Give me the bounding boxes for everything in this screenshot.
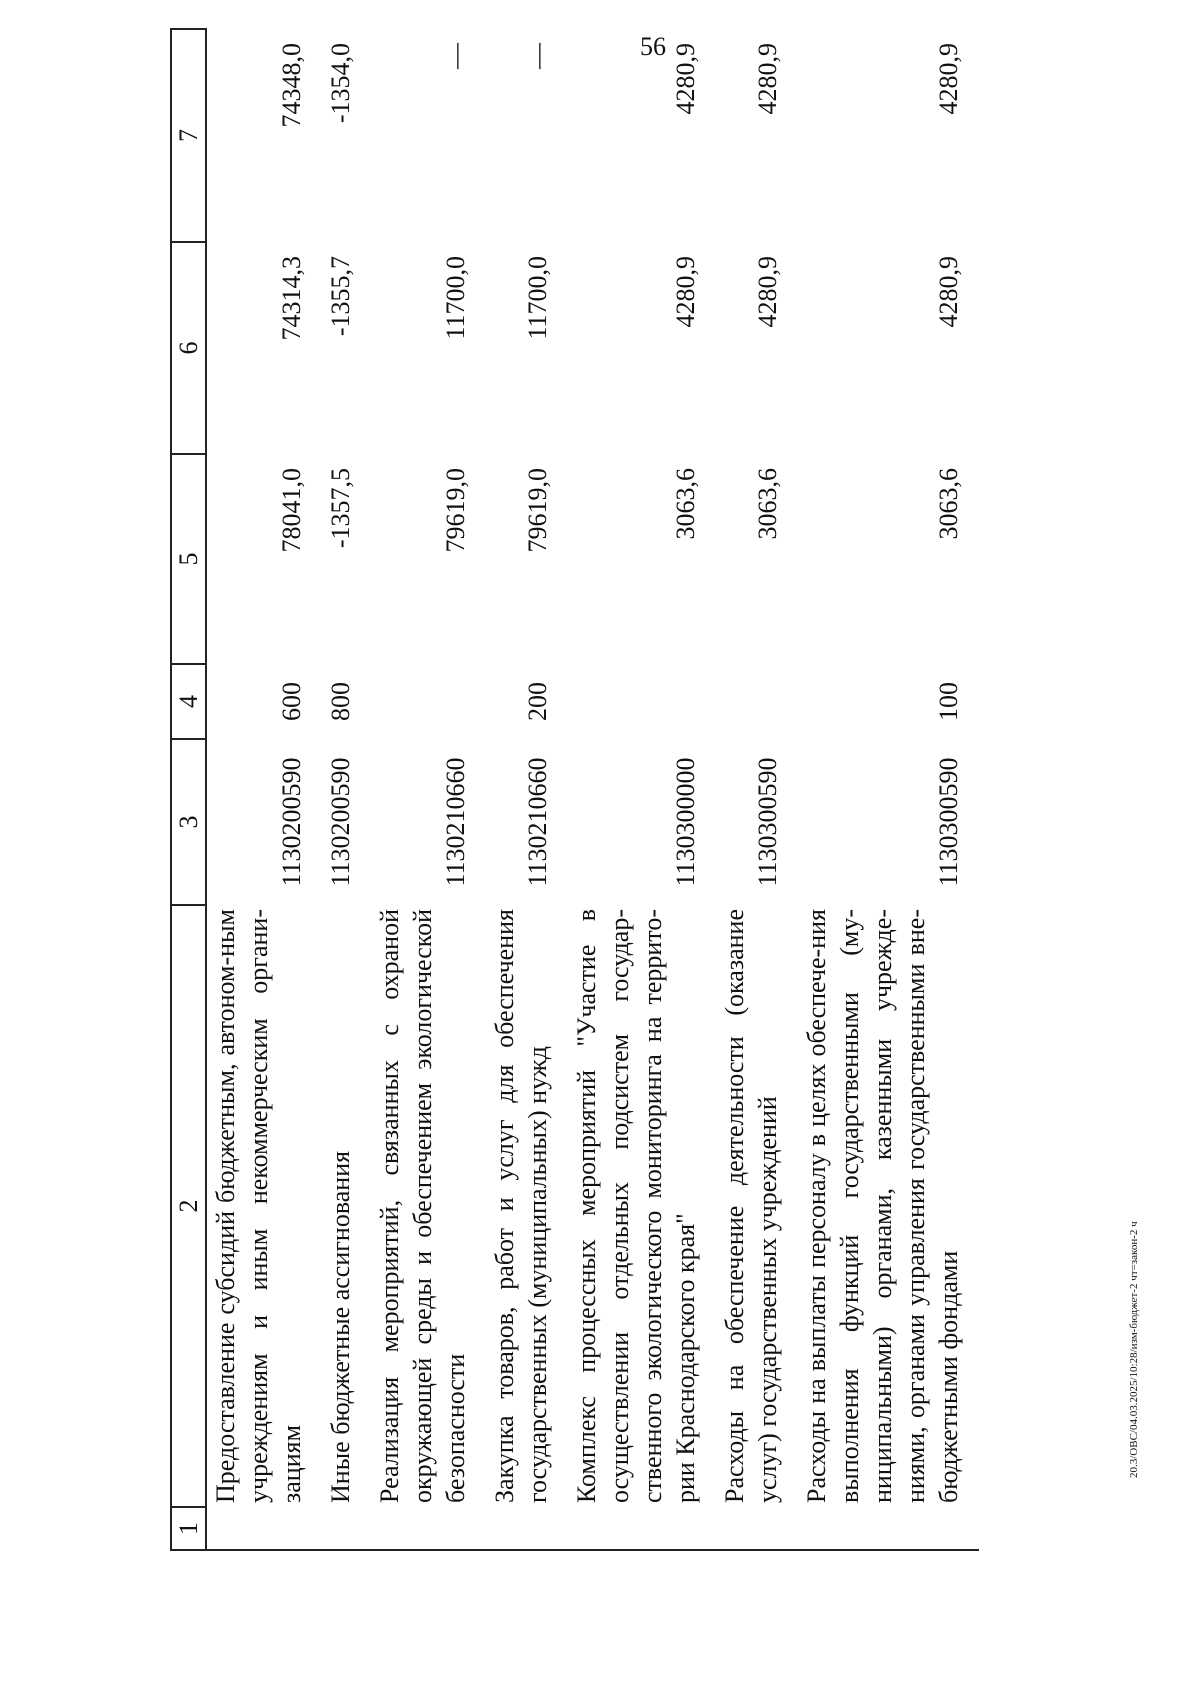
row-name: Расходы на выплаты персоналу в целях обеспече-ния выполнения функций государственными (му-ниципальными) органами, казенными учрежде-ниями, органами управления государственными вне-бюджетными фондами <box>802 909 963 1503</box>
expense-type-code <box>716 664 798 739</box>
amount-col-5: 79619,0 <box>441 468 470 553</box>
row-index-cell <box>371 1507 486 1550</box>
expense-type-code: 600 <box>277 682 306 721</box>
row-index-cell <box>206 1507 322 1550</box>
amount-col-5: 3063,6 <box>753 468 782 540</box>
amount-col-7: -1354,0 <box>326 43 355 124</box>
target-article-code: 1130200590 <box>277 757 306 887</box>
table-row <box>798 29 979 1550</box>
budget-table <box>170 28 979 1551</box>
header-col-4: 4 <box>171 664 206 739</box>
row-index-cell <box>568 1507 716 1550</box>
table-row <box>568 29 716 1550</box>
target-article-code: 1130300590 <box>753 757 782 887</box>
row-name: Предоставление субсидий бюджетным, автоном-ным учреждениям и иным некоммерческим органи-зациям <box>211 909 306 1503</box>
amount-col-7: 74348,0 <box>277 43 306 128</box>
row-name: Закупка товаров, работ и услуг для обеспечения государственных (муниципальных) нужд <box>490 909 552 1503</box>
table-row <box>371 29 486 1550</box>
table-row <box>716 29 798 1550</box>
header-col-6: 6 <box>171 242 206 454</box>
row-name: Иные бюджетные ассигнования <box>326 1150 355 1503</box>
amount-col-5: -1357,5 <box>326 468 355 549</box>
target-article-code: 1130300000 <box>671 757 700 887</box>
amount-col-7: — <box>523 43 552 69</box>
header-col-1: 1 <box>171 1507 206 1550</box>
row-name: Реализация мероприятий, связанных с охраной окружающей среды и обеспечением экологической безопасности <box>375 909 470 1503</box>
expense-type-code <box>371 664 486 739</box>
expense-type-code <box>568 664 716 739</box>
row-index-cell <box>716 1507 798 1550</box>
row-index-cell <box>322 1507 371 1550</box>
amount-col-5: 3063,6 <box>934 468 963 540</box>
amount-col-6: 11700,0 <box>523 256 552 340</box>
target-article-code: 1130200590 <box>326 757 355 887</box>
page-number: 56 <box>640 32 666 61</box>
row-index-cell <box>798 1507 979 1550</box>
row-name: Комплекс процессных мероприятий "Участие в осуществлении отдельных подсистем государ-ственного экологического мониторинга на террито-рии Краснодарского края" <box>572 909 700 1503</box>
amount-col-7: 4280,9 <box>934 43 963 115</box>
expense-type-code: 200 <box>523 682 552 721</box>
target-article-code: 1130300590 <box>934 757 963 887</box>
amount-col-5: 79619,0 <box>523 468 552 553</box>
document-footer-code: 20.3/OBC/04.03.2025/10:28/изм-бюджет-2 чт=закон-2 ч <box>1128 1221 1140 1478</box>
amount-col-5: 78041,0 <box>277 468 306 553</box>
expense-type-code: 100 <box>934 682 963 721</box>
amount-col-6: 4280,9 <box>934 256 963 328</box>
amount-col-6: 4280,9 <box>753 256 782 328</box>
row-name: Расходы на обеспечение деятельности (оказание услуг) государственных учреждений <box>720 909 782 1503</box>
header-col-7: 7 <box>171 29 206 242</box>
expense-type-code: 800 <box>326 682 355 721</box>
target-article-code: 1130210660 <box>523 757 552 887</box>
row-index-cell <box>486 1507 568 1550</box>
budget-table-rotated <box>170 43 1112 1551</box>
amount-col-7: 4280,9 <box>671 43 700 115</box>
amount-col-6: 11700,0 <box>441 256 470 340</box>
table-row <box>206 29 322 1550</box>
table-row <box>322 29 371 1550</box>
table-row <box>486 29 568 1550</box>
amount-col-7: — <box>441 43 470 69</box>
target-article-code: 1130210660 <box>441 757 470 887</box>
amount-col-5: 3063,6 <box>671 468 700 540</box>
amount-col-6: 74314,3 <box>277 256 306 341</box>
header-col-5: 5 <box>171 454 206 664</box>
amount-col-7: 4280,9 <box>753 43 782 115</box>
amount-col-6: 4280,9 <box>671 256 700 328</box>
table-header-row <box>171 29 206 1550</box>
header-col-2: 2 <box>171 905 206 1507</box>
header-col-3: 3 <box>171 739 206 905</box>
amount-col-6: -1355,7 <box>326 256 355 337</box>
